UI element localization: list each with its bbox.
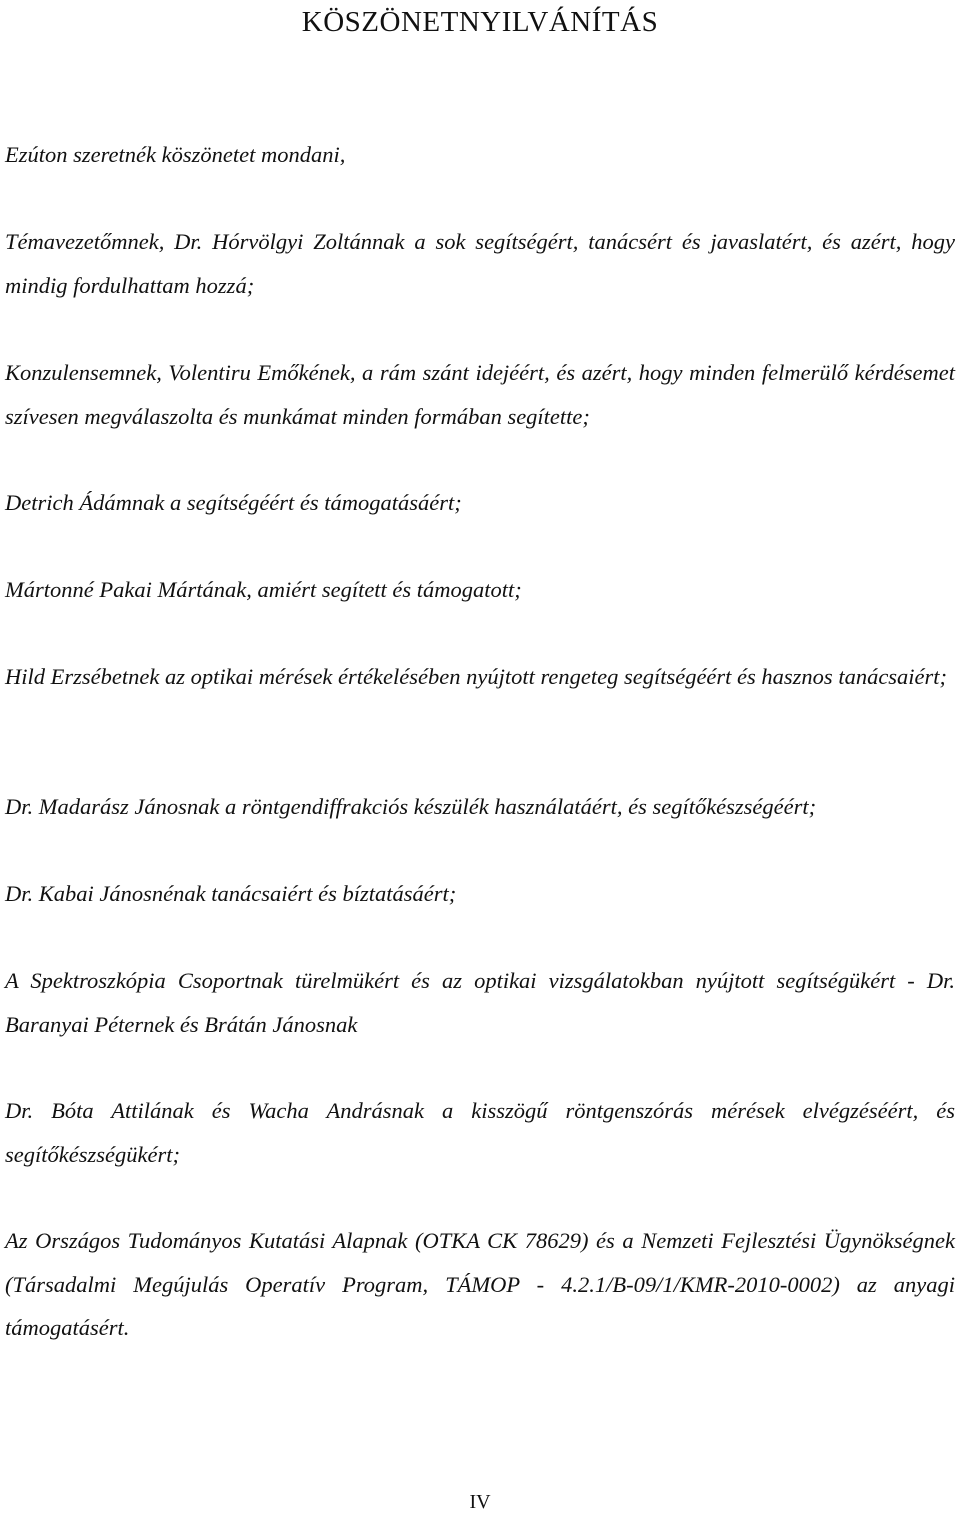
acknowledgement-spectroscopy-group: A Spektroszkópia Csoportnak türelmükért és az optikai vizsgálatokban nyújtott segítségükért - Dr. Baranyai Péternek és Brátán Jánosnak	[5, 968, 955, 1037]
page-title: KÖSZÖNETNYILVÁNÍTÁS	[301, 6, 659, 38]
acknowledgement-kabai: Dr. Kabai Jánosnénak tanácsaiért és bíztatásáért;	[5, 881, 457, 906]
acknowledgement-detrich: Detrich Ádámnak a segítségéért és támogatásáért;	[5, 490, 462, 515]
acknowledgement-pakai: Mártonné Pakai Mártának, amiért segített és támogatott;	[5, 577, 522, 602]
page-number: IV	[469, 1491, 491, 1513]
acknowledgement-supervisor: Témavezetőmnek, Dr. Hórvölgyi Zoltánnak a sok segítségért, tanácsért és javaslatért, és azért, hogy mindig fordulhattam hozzá;	[5, 229, 955, 298]
acknowledgement-bota-wacha: Dr. Bóta Attilának és Wacha Andrásnak a kisszögű röntgenszórás mérések elvégzéséért, és segítőkészségükért;	[5, 1098, 955, 1167]
acknowledgement-hild: Hild Erzsébetnek az optikai mérések értékelésében nyújtott rengeteg segítségéért és hasznos tanácsaiért;	[5, 664, 948, 689]
intro-paragraph: Ezúton szeretnék köszönetet mondani,	[5, 142, 346, 167]
acknowledgement-madarasz: Dr. Madarász Jánosnak a röntgendiffrakciós készülék használatáért, és segítőkészségéért;	[5, 794, 817, 819]
acknowledgement-funding: Az Országos Tudományos Kutatási Alapnak (OTKA CK 78629) és a Nemzeti Fejlesztési Ügynökségnek (Társadalmi Megújulás Operatív Program, TÁMOP - 4.2.1/B-09/1/KMR-2010-0002) az anyagi támogatásért.	[5, 1228, 955, 1340]
acknowledgement-consultant: Konzulensemnek, Volentiru Emőkének, a rám szánt idejéért, és azért, hogy minden felmerülő kérdésemet szívesen megválaszolta és munkámat minden formában segítette;	[5, 360, 955, 429]
